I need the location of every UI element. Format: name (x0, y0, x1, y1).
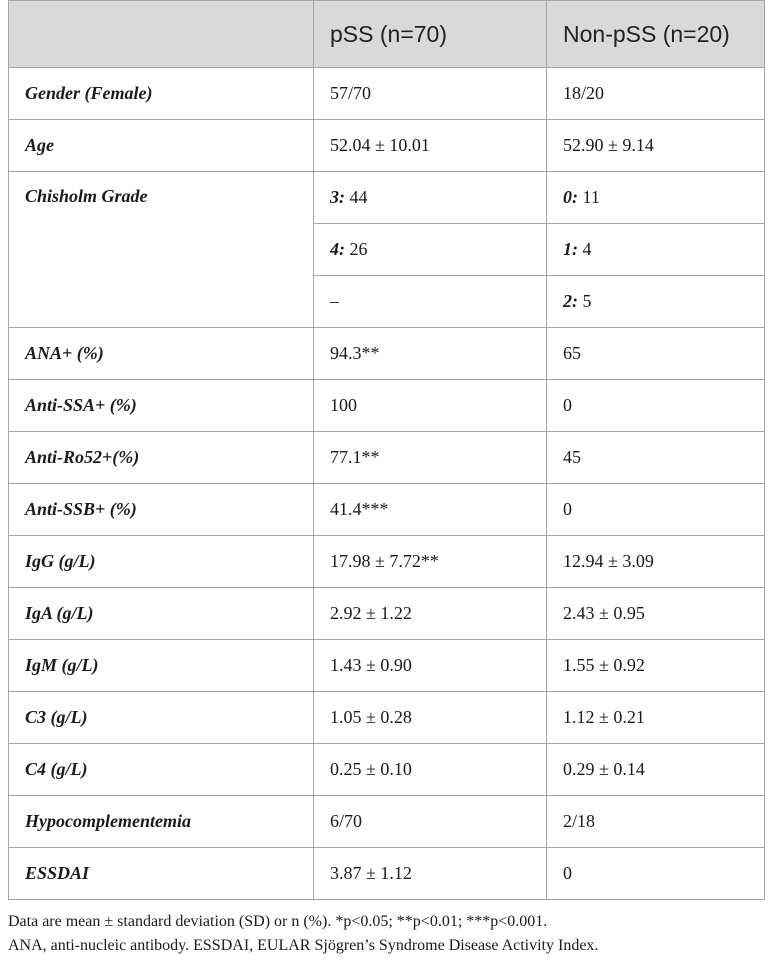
pss-value: 1.05 ± 0.28 (314, 692, 547, 744)
non-pss-value: 1.55 ± 0.92 (547, 640, 765, 692)
non-pss-value: 18/20 (547, 68, 765, 120)
row-label: Hypocomplementemia (9, 796, 314, 848)
pss-value: 0.25 ± 0.10 (314, 744, 547, 796)
table-row (9, 380, 765, 432)
row-label: Anti-SSA+ (%) (9, 380, 314, 432)
non-pss-value: 2/18 (547, 796, 765, 848)
grade-label: 2: (563, 291, 578, 311)
grade-count: 44 (345, 187, 368, 207)
pss-value (314, 276, 547, 328)
table-container (8, 0, 764, 958)
row-label: Age (9, 120, 314, 172)
row-label: IgA (g/L) (9, 588, 314, 640)
pss-value: 41.4*** (314, 484, 547, 536)
row-label: IgM (g/L) (9, 640, 314, 692)
table-row (9, 328, 765, 380)
row-label: IgG (g/L) (9, 536, 314, 588)
non-pss-value: 12.94 ± 3.09 (547, 536, 765, 588)
row-label: ESSDAI (9, 848, 314, 900)
table-row (9, 68, 765, 120)
table-row (9, 796, 765, 848)
pss-value: 2.92 ± 1.22 (314, 588, 547, 640)
non-pss-value: 0 (547, 484, 765, 536)
table-row (9, 536, 765, 588)
table-row (9, 848, 765, 900)
pss-value: 17.98 ± 7.72** (314, 536, 547, 588)
pss-value: 57/70 (314, 68, 547, 120)
non-pss-value: 0 (547, 848, 765, 900)
row-label: C4 (g/L) (9, 744, 314, 796)
pss-value: 6/70 (314, 796, 547, 848)
header-pss: pSS (n=70) (314, 1, 547, 68)
row-label: ANA+ (%) (9, 328, 314, 380)
pss-value: 100 (314, 380, 547, 432)
table-row (9, 484, 765, 536)
non-pss-value: 1.12 ± 0.21 (547, 692, 765, 744)
pss-value: 94.3** (314, 328, 547, 380)
non-pss-value: 2.43 ± 0.95 (547, 588, 765, 640)
non-pss-value: 65 (547, 328, 765, 380)
grade-count: 26 (345, 239, 368, 259)
row-label: Chisholm Grade (9, 172, 314, 328)
pss-value (314, 224, 547, 276)
grade-count: 4 (578, 239, 592, 259)
row-label: C3 (g/L) (9, 692, 314, 744)
non-pss-value (547, 276, 765, 328)
table-row (9, 172, 765, 224)
grade-label: 0: (563, 187, 578, 207)
non-pss-value: 0 (547, 380, 765, 432)
grade-count: 11 (578, 187, 600, 207)
row-label: Anti-Ro52+(%) (9, 432, 314, 484)
grade-count: 5 (578, 291, 592, 311)
footnote-line-1: Data are mean ± standard deviation (SD) or n (%). *p<0.05; **p<0.01; ***p<0.001. (8, 913, 548, 930)
header-empty (9, 1, 314, 68)
table-row (9, 692, 765, 744)
non-pss-value (547, 224, 765, 276)
table-header-row (9, 1, 765, 68)
pss-value: 3.87 ± 1.12 (314, 848, 547, 900)
grade-label: 1: (563, 239, 578, 259)
table-row (9, 120, 765, 172)
non-pss-value: 0.29 ± 0.14 (547, 744, 765, 796)
non-pss-value: 45 (547, 432, 765, 484)
pss-value (314, 172, 547, 224)
table-row (9, 744, 765, 796)
non-pss-value (547, 172, 765, 224)
header-non-pss: Non-pSS (n=20) (547, 1, 765, 68)
pss-value: 1.43 ± 0.90 (314, 640, 547, 692)
row-label: Gender (Female) (9, 68, 314, 120)
table-footnote (8, 910, 764, 958)
pss-value: 52.04 ± 10.01 (314, 120, 547, 172)
grade-label: 4: (330, 239, 345, 259)
grade-label: 3: (330, 187, 345, 207)
row-label: Anti-SSB+ (%) (9, 484, 314, 536)
table-row (9, 588, 765, 640)
data-table (8, 0, 765, 900)
table-row (9, 432, 765, 484)
grade-count: – (330, 291, 339, 311)
table-row (9, 640, 765, 692)
footnote-line-2: ANA, anti-nucleic antibody. ESSDAI, EULAR Sjögren’s Syndrome Disease Activity Index. (8, 937, 599, 954)
non-pss-value: 52.90 ± 9.14 (547, 120, 765, 172)
pss-value: 77.1** (314, 432, 547, 484)
